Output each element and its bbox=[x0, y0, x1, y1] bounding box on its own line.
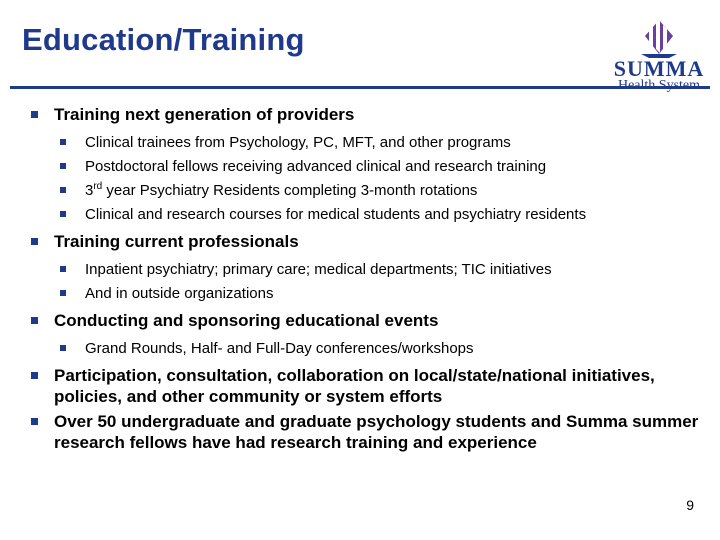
bullet-list bbox=[30, 104, 710, 453]
bullet-item bbox=[30, 310, 710, 331]
bullet-item bbox=[30, 411, 710, 453]
ordinal-suffix: rd bbox=[93, 181, 103, 192]
summa-logo bbox=[606, 18, 712, 92]
page-number: 9 bbox=[686, 497, 694, 513]
sub-bullet-text: Clinical and research courses for medical students and psychiatry residents bbox=[85, 206, 587, 223]
square-bullet-icon bbox=[31, 238, 38, 245]
sub-bullet-text: Postdoctoral fellows receiving advanced clinical and research training bbox=[85, 158, 547, 175]
sub-bullet-text: Clinical trainees from Psychology, PC, MFT, and other programs bbox=[85, 134, 511, 151]
square-bullet-icon bbox=[60, 163, 66, 169]
title-divider bbox=[10, 86, 710, 89]
bullet-item bbox=[30, 231, 710, 252]
bullet-item bbox=[30, 104, 710, 125]
bullet-item bbox=[30, 365, 710, 407]
sub-bullet-item bbox=[30, 258, 710, 282]
square-bullet-icon bbox=[60, 266, 66, 272]
sub-bullet-item bbox=[30, 337, 710, 361]
bullet-text: Over 50 undergraduate and graduate psychology students and Summa summer research fellows have had research training and experience bbox=[54, 412, 699, 452]
square-bullet-icon bbox=[31, 111, 38, 118]
sub-bullet-item bbox=[30, 179, 710, 203]
square-bullet-icon bbox=[60, 345, 66, 351]
sub-bullet-item bbox=[30, 203, 710, 227]
square-bullet-icon bbox=[31, 317, 38, 324]
bullet-text: Training next generation of providers bbox=[54, 105, 355, 124]
sub-bullet-text: And in outside organizations bbox=[85, 285, 274, 302]
sub-bullet-item bbox=[30, 282, 710, 306]
bullet-text: Training current professionals bbox=[54, 232, 299, 251]
sub-bullet-item bbox=[30, 131, 710, 155]
ordinal-number: 3 bbox=[85, 182, 94, 199]
square-bullet-icon bbox=[31, 372, 38, 379]
slide-title: Education/Training bbox=[22, 22, 305, 57]
sub-bullet-text: Grand Rounds, Half- and Full-Day conferences/workshops bbox=[85, 340, 474, 357]
square-bullet-icon bbox=[31, 418, 38, 425]
square-bullet-icon bbox=[60, 290, 66, 296]
square-bullet-icon bbox=[60, 211, 66, 217]
square-bullet-icon bbox=[60, 139, 66, 145]
sub-bullet-text: Inpatient psychiatry; primary care; medical departments; TIC initiatives bbox=[85, 261, 552, 278]
bullet-text: Participation, consultation, collaboration on local/state/national initiatives, policies, and other community or system efforts bbox=[54, 366, 655, 406]
square-bullet-icon bbox=[60, 187, 66, 193]
bullet-text: Conducting and sponsoring educational events bbox=[54, 311, 439, 330]
sub-bullet-text: year Psychiatry Residents completing 3-month rotations bbox=[106, 182, 478, 199]
sub-bullet-item bbox=[30, 155, 710, 179]
logo-brand-text: SUMMA bbox=[613, 56, 705, 81]
diamond-emblem-icon bbox=[606, 18, 712, 58]
